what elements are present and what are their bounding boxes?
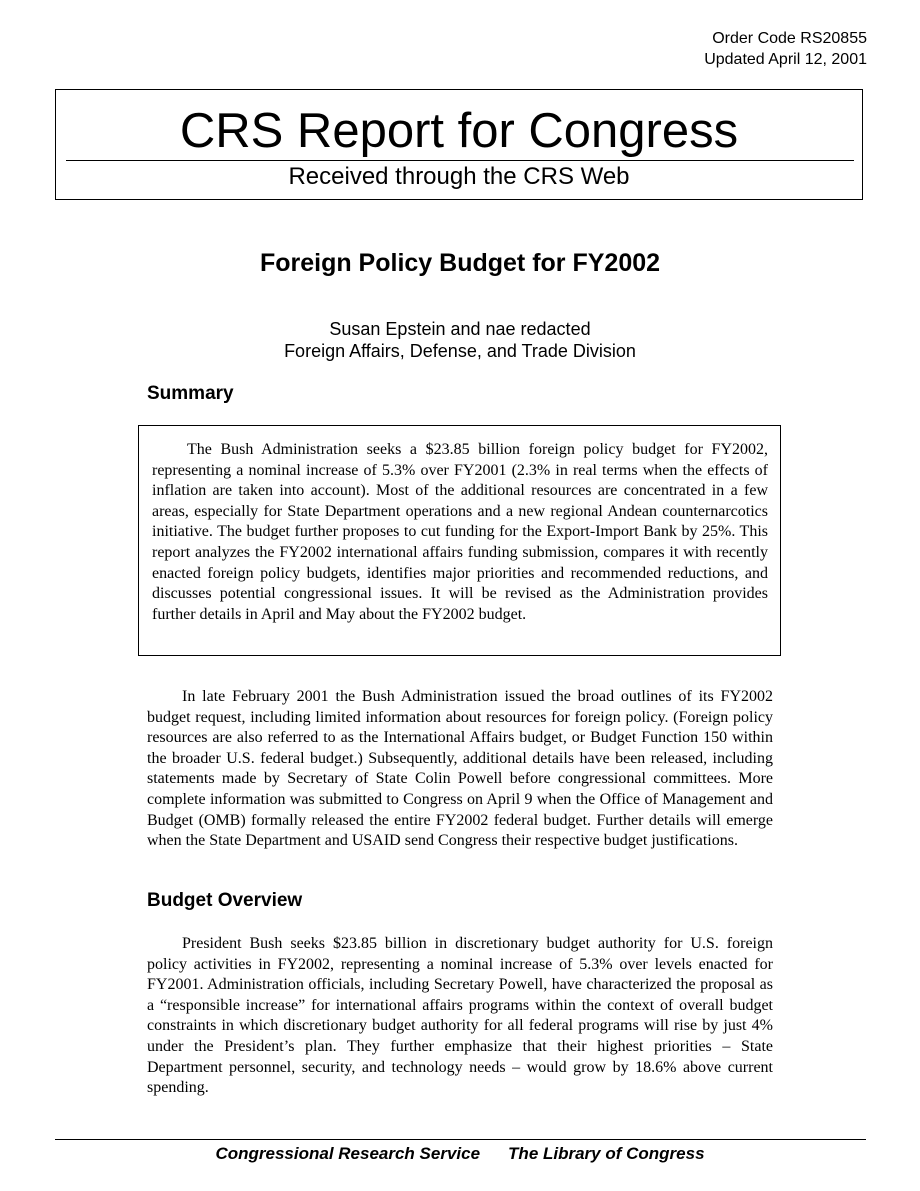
budget-overview-heading: Budget Overview [147,890,303,911]
banner-title: CRS Report for Congress [179,104,739,158]
document-title: Foreign Policy Budget for FY2002 [259,249,661,277]
banner-divider [66,160,854,161]
summary-text: The Bush Administration seeks a $23.85 billion foreign policy budget for FY2002, representing a nominal increase of 5.3% over FY2001 (2.3% in real terms when the effects of inflation are taken into account). Most of the additional resources are concentrated in a few areas, especially for State Department operations and a new regional Andean counternarcotics initiative. The budget further proposes to cut funding for the Export-Import Bank by 25%. This report analyzes the FY2002 international affairs funding submission, compares it with recently enacted foreign policy budgets, identifies major priorities and recommended reductions, and discusses potential congressional issues. It will be revised as the Administration provides further details in April and May about the FY2002 budget. [152,441,768,623]
footer [0,1143,920,1165]
summary-heading: Summary [147,383,234,404]
banner-subtitle: Received through the CRS Web [288,163,630,190]
division: Foreign Affairs, Defense, and Trade Division [284,341,636,361]
footer-divider [55,1139,866,1140]
author-block [0,318,920,362]
updated-date: Updated April 12, 2001 [704,51,867,68]
footer-crs: Congressional Research Service [215,1144,481,1163]
footer-loc: The Library of Congress [508,1144,705,1163]
order-code: Order Code RS20855 [712,30,867,47]
summary-box [138,425,781,656]
report-banner [55,89,863,200]
budget-overview-paragraph: President Bush seeks $23.85 billion in discretionary budget authority for U.S. foreign policy activities in FY2002, representing a nominal increase of 5.3% over levels enacted for FY2001. Administration officials, including Secretary Powell, have characterized the proposal as a “responsible increase” for international affairs programs within the context of overall budget constraints in which discretionary budget authority for all federal programs will rise by just 4% under the President’s plan. They further emphasize that their highest priorities – State Department personnel, security, and technology needs – would grow by 18.6% above current spending. [147,935,773,1097]
order-info [704,28,867,70]
authors: Susan Epstein and nae redacted [329,319,591,339]
intro-paragraph: In late February 2001 the Bush Administration issued the broad outlines of its FY2002 budget request, including limited information about resources for foreign policy. (Foreign policy resources are also referred to as the International Affairs budget, or Budget Function 150 within the broader U.S. federal budget.) Subsequently, additional details have been released, including statements made by Secretary of State Colin Powell before congressional committees. More complete information was submitted to Congress on April 9 when the Office of Management and Budget (OMB) formally released the entire FY2002 federal budget. Further details will emerge when the State Department and USAID send Congress their respective budget justifications. [147,688,773,850]
